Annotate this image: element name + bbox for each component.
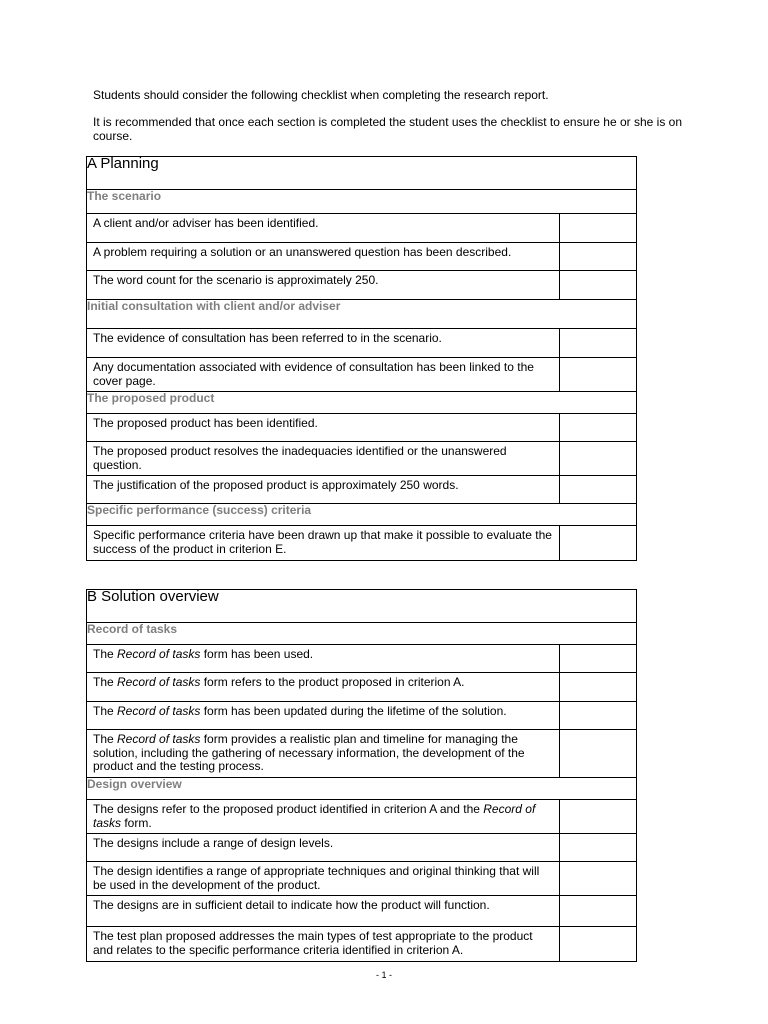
checklist-row [87, 702, 637, 730]
checklist-item-text: The designs include a range of design levels. [87, 834, 560, 862]
checkbox-cell[interactable] [560, 271, 637, 300]
subsection-heading: The scenario [87, 190, 637, 214]
checklist-row [87, 526, 637, 561]
checklist-row [87, 862, 637, 896]
checklist-item-text [87, 645, 560, 673]
section-title: B Solution overview [87, 590, 637, 623]
subsection-heading: Specific performance (success) criteria [87, 504, 637, 526]
checkbox-cell[interactable] [560, 673, 637, 702]
intro-line-2: It is recommended that once each section is completed the student uses the checklist to ensure he or she is on course. [93, 115, 682, 143]
checklist-row [87, 243, 637, 271]
checklist-item-text: The proposed product resolves the inadequacies identified or the unanswered question. [87, 442, 560, 476]
item-text-emphasis: Record of tasks [117, 675, 201, 689]
checkbox-cell[interactable] [560, 702, 637, 730]
item-text-part: The [93, 647, 118, 661]
checklist-item-text [87, 800, 560, 834]
checklist-row [87, 271, 637, 300]
checklist-item-text [87, 673, 560, 702]
checklist-item-text: The designs are in sufficient detail to indicate how the product will function. [87, 896, 560, 927]
item-text-emphasis: Record of tasks [117, 647, 201, 661]
checklist-row [87, 673, 637, 702]
checkbox-cell[interactable] [560, 442, 637, 476]
checklist-row [87, 645, 637, 673]
checklist-item-text: The test plan proposed addresses the main types of test appropriate to the product and relates to the specific performance criteria identified in criterion A. [87, 927, 560, 962]
checklist-item-text [87, 730, 560, 778]
checkbox-cell[interactable] [560, 834, 637, 862]
solution-overview-checklist-table [86, 589, 637, 962]
checklist-row [87, 214, 637, 243]
checklist-item-text: The evidence of consultation has been referred to in the scenario. [87, 329, 560, 358]
item-text-part: The [93, 675, 118, 689]
checklist-row [87, 730, 637, 778]
checkbox-cell[interactable] [560, 645, 637, 673]
page-number: - 1 - [375, 970, 392, 980]
checklist-row [87, 329, 637, 358]
checklist-item-text [87, 702, 560, 730]
checklist-item-text: The word count for the scenario is approximately 250. [87, 271, 560, 300]
item-text-emphasis: Record of tasks [93, 802, 536, 830]
item-text-part: The designs refer to the proposed product identified in criterion A and the [93, 802, 484, 816]
section-title: A Planning [87, 157, 637, 190]
item-text-emphasis: Record of tasks [117, 732, 201, 746]
subsection-heading: Record of tasks [87, 623, 637, 645]
item-text-part: form refers to the product proposed in criterion A. [200, 675, 465, 689]
checklist-item-text: Any documentation associated with evidence of consultation has been linked to the cover page. [87, 358, 560, 392]
checkbox-cell[interactable] [560, 214, 637, 243]
checklist-row [87, 476, 637, 504]
checklist-row [87, 927, 637, 962]
item-text-part: form provides a realistic plan and timeline for managing the solution, including the gathering of necessary information, the development of the product and the testing process. [93, 732, 525, 773]
item-text-part: The [93, 704, 118, 718]
item-text-part: form has been updated during the lifetime of the solution. [200, 704, 507, 718]
subsection-heading: Design overview [87, 778, 637, 800]
checklist-item-text: The proposed product has been identified. [87, 414, 560, 442]
intro-line-1: Students should consider the following checklist when completing the research report. [93, 88, 549, 102]
checkbox-cell[interactable] [560, 896, 637, 927]
checkbox-cell[interactable] [560, 243, 637, 271]
checklist-row [87, 414, 637, 442]
checkbox-cell[interactable] [560, 730, 637, 778]
checkbox-cell[interactable] [560, 329, 637, 358]
checklist-row [87, 834, 637, 862]
item-text-part: The [93, 732, 118, 746]
checkbox-cell[interactable] [560, 414, 637, 442]
subsection-heading: The proposed product [87, 392, 637, 414]
checklist-item-text: A problem requiring a solution or an unanswered question has been described. [87, 243, 560, 271]
checklist-item-text: The design identifies a range of appropriate techniques and original thinking that will be used in the development of the product. [87, 862, 560, 896]
item-text-part: form has been used. [200, 647, 314, 661]
item-text-emphasis: Record of tasks [117, 704, 201, 718]
item-text-part: form. [121, 815, 152, 830]
planning-checklist-table [86, 156, 637, 561]
subsection-heading: Initial consultation with client and/or adviser [87, 300, 637, 329]
checkbox-cell[interactable] [560, 800, 637, 834]
checklist-item-text: A client and/or adviser has been identified. [87, 214, 560, 243]
checklist-row [87, 896, 637, 927]
checkbox-cell[interactable] [560, 476, 637, 504]
checkbox-cell[interactable] [560, 927, 637, 962]
checklist-row [87, 358, 637, 392]
checkbox-cell[interactable] [560, 862, 637, 896]
checklist-row [87, 800, 637, 834]
checklist-row [87, 442, 637, 476]
checkbox-cell[interactable] [560, 526, 637, 561]
checkbox-cell[interactable] [560, 358, 637, 392]
checklist-item-text: The justification of the proposed product is approximately 250 words. [87, 476, 560, 504]
checklist-item-text: Specific performance criteria have been drawn up that make it possible to evaluate the success of the product in criterion E. [87, 526, 560, 561]
